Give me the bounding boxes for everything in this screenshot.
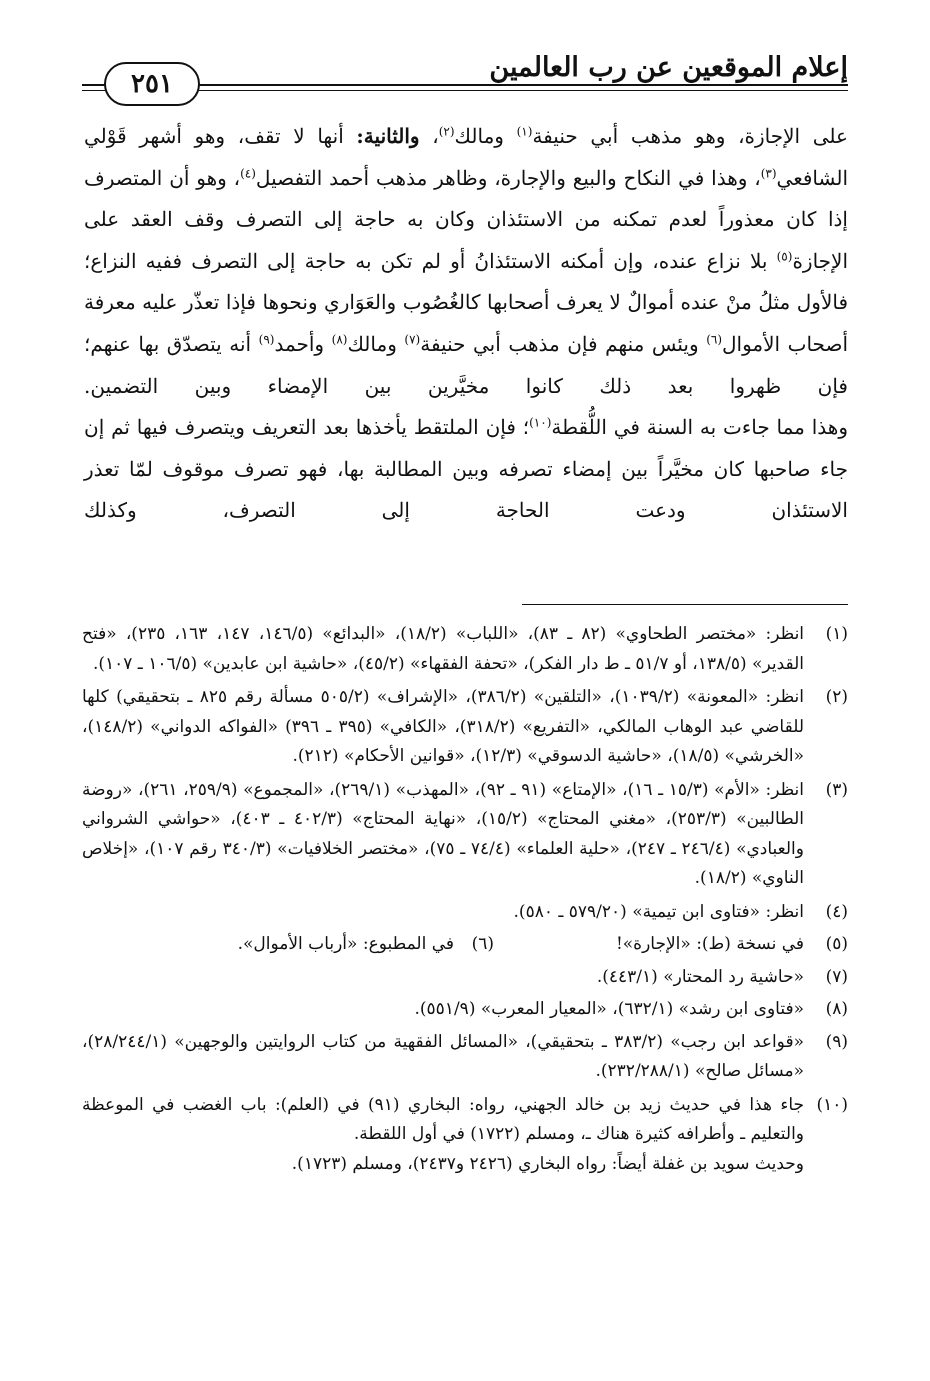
- footnote-ref-7: (٧): [404, 332, 421, 347]
- footnote-9: [82, 1028, 848, 1087]
- footnote-number: (٥): [825, 934, 848, 954]
- footnote-text: انظر: «المعونة» (١٠٣٩/٢)، «التلقين» (٣٨٦/٢)، «الإشراف» (٥٠٥/٢ مسألة رقم ٨٢٥ ـ بتحقيقي) كلها للقاضي عبد الوهاب المالكي، «التفريع» (٣١٨/٢)، «الكافي» (٣٩٥ ـ ٣٩٦) «الفواكه الدواني» (١٤٨/٢)، «الخرشي» (١٨/٥)، «حاشية الدسوقي» (١٢/٣)، «قوانين الأحكام» (٢١٢).: [82, 687, 805, 766]
- footnotes: [82, 620, 848, 1183]
- bold-term: والثانية:: [356, 124, 420, 148]
- footnote-number: (٨): [825, 999, 848, 1019]
- footnote-number: (٩): [825, 1031, 848, 1052]
- footnote-number: (١٠): [816, 1094, 848, 1115]
- footnote-number: (٤): [825, 901, 848, 922]
- footnote-text: «حاشية رد المحتار» (٤٤٣/١).: [596, 966, 804, 987]
- footnote-7: [82, 963, 848, 993]
- footnote-number: (٦): [471, 934, 494, 954]
- footnote-ref-8: (٨): [331, 332, 348, 347]
- footnote-text: انظر: «الأم» (١٥/٣ ـ ١٦)، «الإمتاع» (٩١ ـ ٩٢)، «المهذب» (٢٦٩/١)، «المجموع» (٢٥٩/٩، ٢٦١)، «روضة الطالبين» (٢٥٣/٣)، «مغني المحتاج» (١٥/٢)، «نهاية المحتاج» (٤٠٢/٣ ـ ٤٠٣)، «حواشي الشرواني والعبادي» (٢٤٦/٤ ـ ٢٤٧)، «حلية العلماء» (٧٤/٤ ـ ٧٥)، «مختصر الخلافيات» (٣٤٠/٣ رقم ١٠٧)، «إخلاص الناوي» (١٨/٢).: [82, 779, 805, 888]
- footnote-1: [82, 620, 848, 679]
- footnote-2: [82, 683, 848, 772]
- footnote-10: [82, 1091, 848, 1180]
- footnote-text: في نسخة (ط): «الإجارة»!: [615, 934, 804, 954]
- footnote-text: «فتاوى ابن رشد» (٦٣٢/١)، «المعيار المعرب» (٥٥١/٩).: [414, 999, 804, 1019]
- footnote-text: «قواعد ابن رجب» (٣٨٣/٢ ـ بتحقيقي)، «المسائل الفقهية من كتاب الروايتين والوجهين» (٢٨/٢٤٤/١)، «مسائل صالح» (٢٣٢/٢٨٨/١).: [82, 1031, 804, 1081]
- footnote-number: (٢): [825, 687, 848, 707]
- footnote-separator: [522, 604, 848, 605]
- footnote-8: [82, 995, 848, 1025]
- main-text: [84, 116, 848, 532]
- footnote-ref-3: (٣): [760, 165, 777, 180]
- footnote-ref-6: (٦): [706, 332, 723, 347]
- footnote-text: جاء هذا في حديث زيد بن خالد الجهني، رواه: البخاري (٩١) في (العلم): باب الغضب في الموعظة والتعليم ـ وأطرافه كثيرة هناك ـ، ومسلم (١٧٢٢) في أول اللقطة.: [82, 1094, 805, 1144]
- footnote-3: [82, 776, 848, 894]
- footnote-ref-4: (٤): [240, 165, 256, 180]
- running-header-title: إعلام الموقعين عن رب العالمين: [489, 52, 848, 83]
- footnote-text: انظر: «فتاوى ابن تيمية» (٥٧٩/٢٠ ـ ٥٨٠).: [513, 901, 804, 922]
- footnote-4: [82, 898, 848, 928]
- footnote-number: (٧): [825, 966, 848, 987]
- footnote-ref-5: (٥): [776, 249, 793, 264]
- paragraph-2: وهذا مما جاءت به السنة في اللُّقطة$^{(١٠)}$؛ فإن الملتقط يأخذها بعد التعريف ويتصرف فيها ثم إن جاء صاحبها كان مخيَّراً بين إمضاء تصرفه وبين المطالبة بها، فهو تصرف موقوف لمّا تعذر الاستئذان ودعت الحاجة إلى التصرف، وكذلك: [84, 415, 848, 523]
- footnote-number: (١): [825, 624, 848, 644]
- footnote-ref-2: (٢): [438, 124, 455, 139]
- footnote-number: (٣): [825, 779, 848, 800]
- footnote-text: في المطبوع: «أرباب الأموال».: [237, 934, 454, 954]
- footnote-5-6: [82, 930, 848, 960]
- footnote-text-continued: وحديث سويد بن غفلة أيضاً: رواه البخاري (٢٤٢٦ و٢٤٣٧)، ومسلم (١٧٢٣).: [291, 1153, 804, 1174]
- paragraph-1: على الإجازة، وهو مذهب أبي حنيفة$^{(١)}$ ومالك$^{(٢)}$، والثانية: أنها لا تقف، وهو أشهر قَوْلي الشافعي$^{(٣)}$، وهذا في النكاح والبيع والإجارة، وظاهر مذهب أحمد التفصيل$^{(٤)}$، وهو أن المتصرف إذا كان معذوراً لعدم تمكنه من الاستئذان وكان به حاجة إلى التصرف وقف العقد على الإجازة$^{(٥)}$ بلا نزاع عنده، وإن أمكنه الاستئذانُ أو لم تكن به حاجة إلى التصرف ففيه النزاع؛ فالأول مثلُ منْ عنده أموالٌ لا يعرف أصحابها كالغُصُوب والعَوَاري ونحوها فإذا تعذّر عليه معرفة أصحاب الأموال$^{(٦)}$ ويئس منهم فإن مذهب أبي حنيفة$^{(٧)}$ ومالك$^{(٨)}$ وأحمد$^{(٩)}$ أنه يتصدّق بها عنهم؛ فإن ظهروا بعد ذلك كانوا مخيَّرين بين الإمضاء وبين التضمين.: [84, 124, 849, 398]
- page-number: ٢٥١: [104, 62, 200, 106]
- footnote-text: انظر: «مختصر الطحاوي» (٨٢ ـ ٨٣)، «اللباب» (١٨/٢)، «البدائع» (١٤٦/٥، ١٤٧، ١٦٣، ٢٣٥)، «فتح القدير» (١٣٨/٥، أو ٥١/٧ ـ ط دار الفكر)، «تحفة الفقهاء» (٤٥/٢)، «حاشية ابن عابدين» (١٠٦/٥ ـ ١٠٧).: [82, 624, 805, 674]
- footnote-ref-9: (٩): [258, 332, 275, 347]
- footnote-ref-1: (١): [516, 124, 533, 139]
- footnote-ref-10: (١٠): [529, 415, 552, 430]
